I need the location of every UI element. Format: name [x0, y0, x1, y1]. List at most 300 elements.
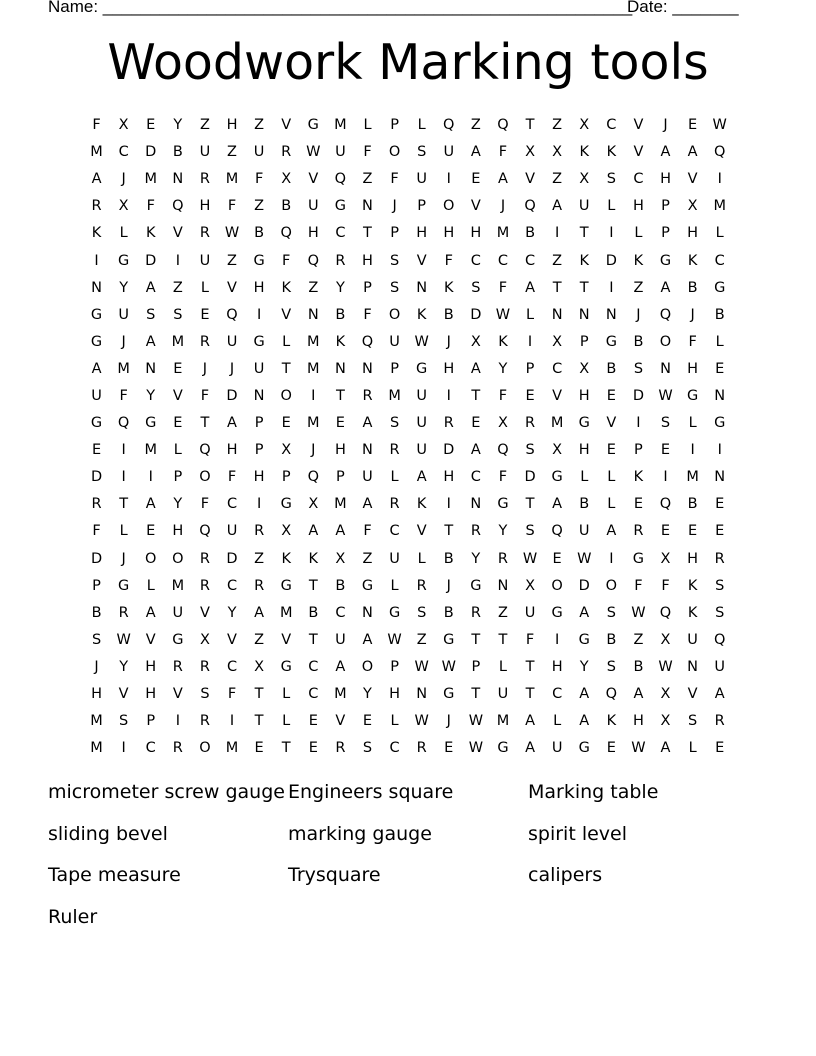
grid-letter: I	[555, 225, 560, 242]
grid-letter: H	[632, 713, 644, 730]
grid-letter: N	[362, 198, 373, 215]
grid-letter: F	[634, 577, 643, 594]
grid-letter: C	[714, 252, 725, 269]
grid-letter: V	[281, 117, 292, 134]
grid-letter: A	[145, 333, 156, 350]
grid-letter: A	[525, 279, 535, 296]
grid-letter: B	[443, 604, 454, 621]
grid-letter: S	[389, 279, 400, 296]
grid-letter: R	[172, 658, 183, 675]
word-list-item: Engineers square	[288, 781, 454, 803]
grid-letter: Z	[552, 117, 563, 134]
date-field: Date: _______	[627, 0, 739, 16]
grid-letter: G	[497, 740, 509, 757]
grid-letter: Q	[172, 198, 184, 215]
grid-letter: T	[444, 523, 454, 540]
grid-letter: X	[118, 117, 129, 134]
grid-letter: A	[470, 442, 481, 459]
grid-letter: B	[308, 604, 319, 621]
grid-letter: N	[416, 279, 428, 296]
grid-letter: E	[715, 523, 725, 540]
grid-letter: K	[633, 252, 644, 269]
grid-letter: D	[605, 252, 617, 269]
grid-letter: U	[497, 686, 509, 703]
grid-letter: A	[227, 415, 237, 432]
grid-letter: V	[172, 686, 183, 703]
grid-letter: U	[551, 740, 563, 757]
grid-letter: J	[121, 171, 126, 188]
grid-letter: P	[146, 713, 156, 730]
grid-letter: U	[524, 604, 536, 621]
grid-letter: R	[416, 577, 427, 594]
grid-letter: V	[552, 387, 563, 404]
grid-letter: C	[335, 604, 346, 621]
grid-letter: G	[172, 631, 184, 648]
grid-letter: V	[281, 306, 292, 323]
grid-letter: F	[200, 496, 210, 513]
grid-letter: S	[715, 577, 725, 594]
grid-letter: O	[551, 577, 563, 594]
grid-letter: H	[470, 225, 482, 242]
grid-letter: F	[254, 171, 264, 188]
grid-letter: A	[145, 496, 156, 513]
grid-letter: B	[254, 225, 265, 242]
grid-letter: M	[388, 387, 401, 404]
grid-letter: L	[607, 469, 616, 486]
grid-letter: A	[579, 713, 590, 730]
grid-letter: H	[145, 658, 157, 675]
grid-letter: T	[308, 577, 318, 594]
grid-letter: P	[579, 333, 589, 350]
grid-letter: H	[253, 279, 265, 296]
grid-letter: X	[579, 360, 590, 377]
grid-letter: E	[173, 360, 183, 377]
grid-letter: O	[361, 658, 374, 675]
grid-letter: H	[578, 442, 590, 459]
grid-letter: E	[660, 442, 671, 459]
grid-letter: X	[660, 550, 671, 567]
grid-row	[83, 356, 734, 383]
grid-letter: H	[199, 198, 211, 215]
grid-letter: Y	[119, 658, 129, 675]
grid-letter: G	[280, 577, 292, 594]
grid-letter: R	[470, 604, 481, 621]
grid-letter: L	[417, 117, 426, 134]
grid-letter: L	[363, 117, 372, 134]
grid-letter: T	[525, 496, 535, 513]
grid-letter: R	[525, 415, 536, 432]
grid-letter: K	[498, 333, 508, 350]
word-list-item: Trysquare	[288, 864, 381, 886]
grid-letter: P	[254, 415, 264, 432]
grid-letter: J	[202, 360, 208, 377]
grid-letter: M	[307, 360, 320, 377]
grid-letter: V	[525, 171, 535, 188]
grid-letter: Q	[199, 523, 211, 540]
grid-letter: M	[334, 686, 347, 703]
grid-letter: G	[686, 387, 699, 404]
grid-letter: K	[606, 144, 617, 161]
grid-letter: M	[90, 713, 103, 730]
grid-letter: T	[281, 740, 291, 757]
grid-row	[83, 735, 734, 762]
grid-letter: P	[281, 469, 291, 486]
grid-letter: T	[254, 713, 264, 730]
grid-letter: E	[173, 415, 183, 432]
grid-letter: I	[121, 740, 126, 757]
grid-letter: F	[92, 523, 101, 540]
grid-letter: A	[335, 523, 346, 540]
grid-letter: G	[714, 279, 726, 296]
grid-letter: N	[605, 306, 617, 323]
grid-letter: W	[577, 550, 592, 567]
grid-letter: Q	[551, 523, 563, 540]
grid-letter: A	[91, 360, 102, 377]
grid-letter: A	[497, 171, 508, 188]
grid-letter: H	[307, 225, 319, 242]
grid-letter: W	[495, 306, 511, 323]
grid-letter: V	[118, 686, 129, 703]
grid-letter: L	[688, 740, 697, 757]
grid-letter: A	[335, 658, 346, 675]
grid-letter: U	[118, 306, 129, 323]
grid-letter: Q	[659, 306, 672, 323]
grid-letter: S	[715, 604, 725, 621]
grid-letter: Q	[226, 306, 238, 323]
grid-letter: P	[254, 442, 264, 459]
grid-letter: H	[687, 360, 699, 377]
grid-letter: R	[199, 550, 210, 567]
grid-letter: M	[307, 333, 320, 350]
grid-letter: W	[387, 631, 402, 648]
grid-letter: Q	[117, 415, 130, 432]
grid-letter: I	[555, 631, 560, 648]
grid-letter: E	[660, 523, 671, 540]
grid-row	[83, 410, 734, 437]
grid-letter: I	[690, 442, 695, 459]
grid-letter: L	[282, 713, 291, 730]
grid-letter: N	[145, 360, 157, 377]
grid-letter: A	[552, 198, 563, 215]
grid-letter: X	[660, 713, 671, 730]
grid-letter: Z	[633, 631, 644, 648]
grid-letter: S	[362, 740, 373, 757]
grid-letter: I	[717, 442, 722, 459]
grid-letter: G	[605, 333, 617, 350]
grid-letter: T	[119, 496, 129, 513]
grid-letter: A	[660, 740, 671, 757]
grid-letter: T	[254, 686, 264, 703]
grid-letter: F	[498, 144, 508, 161]
grid-letter: V	[633, 144, 644, 161]
grid-letter: G	[253, 252, 265, 269]
grid-letter: A	[254, 604, 265, 621]
grid-letter: C	[606, 117, 617, 134]
grid-letter: P	[390, 117, 399, 134]
grid-letter: V	[199, 604, 210, 621]
grid-letter: G	[551, 469, 563, 486]
grid-letter: C	[335, 225, 346, 242]
grid-letter: N	[307, 306, 319, 323]
grid-letter: T	[471, 686, 481, 703]
grid-letter: G	[253, 333, 265, 350]
grid-letter: U	[389, 333, 400, 350]
grid-letter: R	[281, 144, 292, 161]
grid-letter: Q	[659, 604, 672, 621]
grid-letter: E	[335, 415, 345, 432]
grid-letter: G	[497, 496, 509, 513]
grid-letter: E	[362, 713, 373, 730]
grid-letter: F	[390, 171, 399, 188]
grid-letter: V	[335, 713, 346, 730]
grid-letter: T	[579, 225, 589, 242]
grid-row	[83, 275, 734, 302]
grid-letter: O	[659, 333, 672, 350]
grid-letter: O	[280, 387, 292, 404]
grid-letter: W	[658, 658, 673, 675]
grid-letter: A	[606, 523, 617, 540]
grid-letter: F	[282, 252, 291, 269]
grid-letter: E	[308, 713, 318, 730]
grid-letter: R	[91, 198, 102, 215]
grid-letter: P	[661, 225, 670, 242]
grid-letter: C	[633, 171, 644, 188]
grid-letter: I	[636, 415, 641, 432]
grid-letter: K	[145, 225, 156, 242]
grid-letter: I	[663, 469, 668, 486]
grid-letter: A	[416, 469, 427, 486]
grid-letter: N	[362, 604, 373, 621]
grid-letter: K	[308, 550, 319, 567]
grid-letter: X	[525, 577, 536, 594]
grid-letter: L	[688, 415, 697, 432]
grid-letter: L	[553, 713, 562, 730]
grid-letter: S	[606, 604, 616, 621]
grid-letter: C	[389, 523, 400, 540]
grid-letter: E	[688, 523, 698, 540]
grid-letter: A	[660, 144, 671, 161]
word-list-item: sliding bevel	[48, 822, 168, 845]
word-list	[48, 777, 788, 943]
grid-letter: Z	[308, 279, 319, 296]
grid-letter: F	[363, 523, 372, 540]
grid-letter: B	[606, 360, 617, 377]
grid-letter: A	[579, 604, 590, 621]
grid-letter: B	[335, 577, 346, 594]
grid-letter: H	[416, 225, 428, 242]
grid-letter: X	[525, 144, 536, 161]
grid-letter: I	[609, 550, 614, 567]
grid-letter: F	[525, 631, 535, 648]
grid-letter: B	[443, 550, 454, 567]
grid-letter: W	[631, 740, 646, 757]
grid-letter: L	[390, 577, 399, 594]
grid-letter: E	[146, 117, 156, 134]
grid-letter: R	[389, 442, 400, 459]
grid-letter: R	[389, 496, 400, 513]
word-search-grid	[83, 112, 734, 762]
grid-letter: U	[253, 144, 265, 161]
grid-letter: L	[390, 469, 399, 486]
grid-letter: F	[498, 387, 508, 404]
grid-letter: Z	[172, 279, 183, 296]
grid-letter: T	[471, 631, 481, 648]
grid-letter: P	[390, 360, 399, 377]
grid-letter: F	[227, 686, 237, 703]
grid-letter: C	[308, 658, 319, 675]
grid-letter: M	[686, 469, 699, 486]
grid-letter: Z	[552, 171, 563, 188]
grid-letter: A	[91, 171, 102, 188]
grid-letter: M	[550, 415, 564, 432]
grid-letter: P	[363, 279, 372, 296]
grid-letter: G	[632, 550, 645, 567]
grid-letter: I	[609, 279, 614, 296]
name-field: Name: ________________________________________________________	[48, 0, 633, 16]
grid-letter: X	[118, 198, 129, 215]
grid-letter: M	[117, 360, 130, 377]
grid-letter: H	[362, 252, 373, 269]
grid-letter: U	[416, 415, 427, 432]
grid-letter: Q	[280, 225, 292, 242]
grid-letter: L	[526, 306, 535, 323]
grid-letter: S	[91, 631, 102, 648]
grid-letter: M	[171, 577, 185, 594]
grid-letter: X	[687, 198, 698, 215]
grid-letter: S	[417, 144, 427, 161]
grid-letter: K	[687, 577, 698, 594]
grid-letter: H	[578, 387, 590, 404]
grid-letter: E	[606, 740, 616, 757]
grid-letter: X	[497, 415, 508, 432]
grid-letter: Z	[362, 550, 373, 567]
grid-letter: O	[388, 306, 401, 323]
grid-letter: N	[660, 360, 671, 377]
grid-letter: U	[307, 198, 319, 215]
grid-letter: Q	[443, 117, 455, 134]
grid-row	[83, 220, 734, 247]
word-list-item: Tape measure	[48, 864, 181, 886]
grid-letter: I	[609, 225, 614, 242]
grid-letter: L	[417, 550, 426, 567]
grid-letter: R	[443, 415, 454, 432]
grid-letter: C	[470, 469, 481, 486]
grid-row	[83, 139, 734, 166]
grid-letter: Q	[361, 333, 374, 350]
grid-letter: X	[579, 171, 590, 188]
grid-letter: F	[498, 279, 508, 296]
grid-letter: O	[443, 198, 455, 215]
grid-letter: M	[713, 198, 726, 215]
grid-letter: U	[687, 631, 698, 648]
grid-letter: X	[552, 442, 563, 459]
grid-letter: C	[552, 360, 563, 377]
grid-letter: B	[633, 333, 644, 350]
grid-letter: R	[362, 387, 373, 404]
grid-letter: L	[282, 333, 291, 350]
grid-letter: Z	[416, 631, 427, 648]
grid-letter: R	[714, 713, 725, 730]
grid-letter: C	[145, 740, 156, 757]
grid-letter: I	[446, 171, 451, 188]
grid-letter: I	[94, 252, 99, 269]
grid-letter: H	[226, 442, 238, 459]
grid-letter: G	[334, 198, 347, 215]
grid-letter: A	[362, 496, 373, 513]
grid-letter: C	[308, 686, 319, 703]
grid-letter: W	[306, 144, 321, 161]
grid-letter: H	[660, 171, 671, 188]
grid-letter: E	[444, 740, 454, 757]
grid-letter: E	[715, 496, 725, 513]
grid-letter: L	[498, 658, 507, 675]
grid-letter: V	[145, 631, 156, 648]
grid-row	[83, 681, 734, 708]
grid-letter: E	[606, 387, 616, 404]
grid-letter: B	[633, 658, 644, 675]
grid-letter: R	[470, 523, 481, 540]
grid-letter: X	[470, 333, 481, 350]
grid-letter: G	[388, 604, 401, 621]
grid-letter: M	[496, 225, 510, 242]
grid-letter: D	[226, 550, 238, 567]
grid-letter: U	[389, 550, 400, 567]
grid-letter: U	[443, 144, 455, 161]
grid-letter: I	[256, 306, 262, 323]
grid-letter: S	[389, 415, 400, 432]
grid-letter: J	[392, 198, 397, 215]
grid-letter: X	[281, 171, 292, 188]
grid-letter: Q	[605, 686, 618, 703]
grid-letter: X	[281, 523, 292, 540]
grid-letter: C	[552, 686, 563, 703]
grid-letter: E	[552, 550, 562, 567]
grid-letter: C	[226, 577, 238, 594]
grid-letter: R	[199, 658, 210, 675]
grid-letter: S	[200, 686, 210, 703]
grid-letter: G	[90, 415, 103, 432]
grid-letter: W	[414, 713, 429, 730]
grid-letter: U	[226, 333, 238, 350]
grid-letter: Q	[713, 631, 726, 648]
grid-letter: L	[715, 225, 724, 242]
grid-letter: S	[606, 171, 616, 188]
grid-letter: Y	[146, 387, 156, 404]
grid-letter: H	[687, 550, 699, 567]
grid-letter: D	[226, 387, 238, 404]
grid-letter: F	[661, 577, 670, 594]
grid-letter: D	[443, 442, 455, 459]
grid-letter: X	[335, 550, 346, 567]
grid-letter: V	[227, 631, 237, 648]
grid-letter: I	[148, 469, 153, 486]
grid-letter: R	[335, 252, 346, 269]
grid-letter: U	[226, 523, 238, 540]
grid-letter: G	[90, 306, 103, 323]
grid-letter: N	[334, 360, 346, 377]
grid-letter: H	[443, 225, 455, 242]
grid-letter: E	[91, 442, 102, 459]
grid-letter: V	[172, 225, 183, 242]
grid-letter: U	[416, 171, 427, 188]
grid-letter: R	[199, 333, 210, 350]
grid-letter: E	[688, 117, 698, 134]
grid-letter: T	[471, 387, 481, 404]
grid-letter: M	[90, 740, 103, 757]
grid-letter: H	[632, 198, 644, 215]
grid-row	[83, 600, 734, 627]
grid-letter: U	[172, 604, 184, 621]
